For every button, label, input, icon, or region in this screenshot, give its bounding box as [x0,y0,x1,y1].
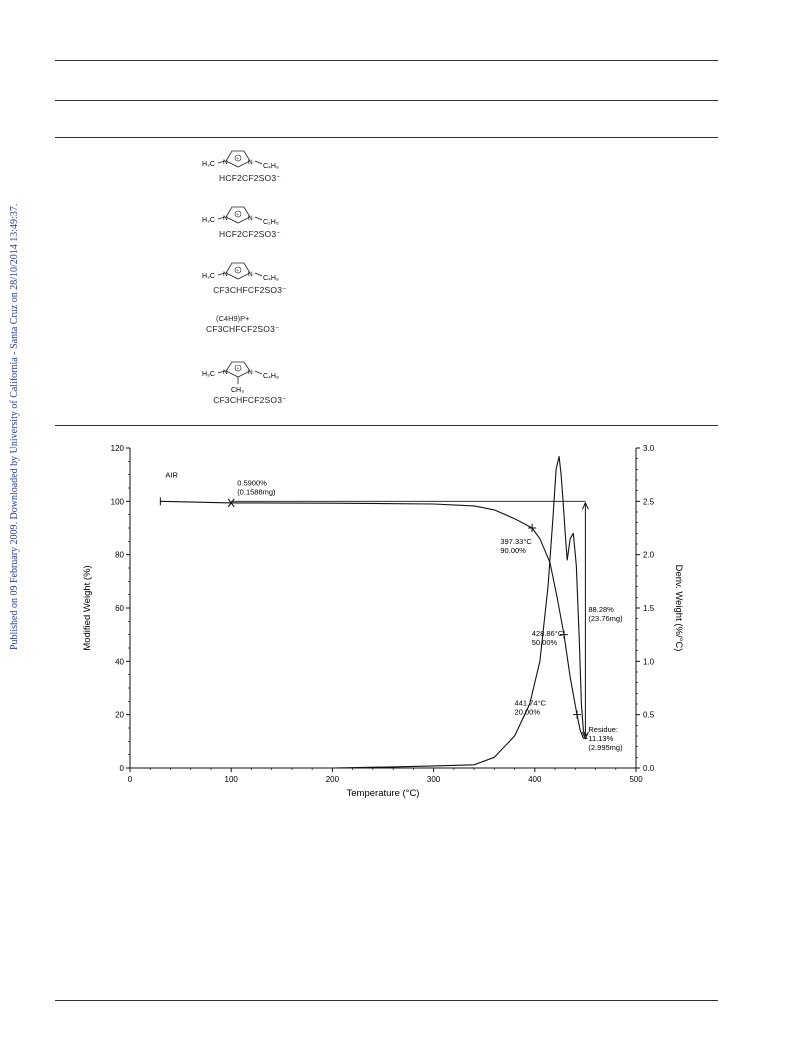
table-bottom-rule [55,425,718,426]
svg-text:N: N [223,271,228,278]
y-tick-label: 60 [115,604,124,613]
anion-formula: CF3CHFCF2SO3⁻ [213,285,287,295]
anion-formula: CF3CHFCF2SO3⁻ [213,395,287,405]
residue-label: Residue: 11.13% (2.995mg) [588,725,623,752]
temperature-50-label: 428.86°C 50.00% [531,629,564,647]
anion-formula: HCF2CF2SO3⁻ [219,173,281,183]
svg-text:+: + [236,156,240,161]
imidazolium-ring-icon [202,360,298,394]
svg-text:N: N [223,369,228,376]
svg-text:C₄H₉: C₄H₉ [263,275,279,282]
svg-text:+: + [236,366,240,371]
svg-text:C₂H₅: C₂H₅ [263,219,279,226]
svg-text:+: + [236,212,240,217]
svg-text:H₃C: H₃C [202,217,215,224]
structure-5 [190,360,310,406]
y2-tick-label: 0.5 [643,710,655,720]
y-tick-label: 0 [119,764,124,773]
structure-4 [206,314,326,335]
x-tick-label: 200 [325,775,340,784]
svg-text:+: + [236,268,240,273]
tga-chart [70,438,710,803]
page-bottom-rule [55,1000,718,1001]
svg-text:N: N [248,369,253,376]
y-tick-label: 80 [115,550,124,560]
publication-notice-text: Published on 09 February 2009. Downloaded by University of California - Santa Cruz on 28/10/2014 13:49:37. [9,203,20,650]
imidazolium-ring-icon [202,202,298,228]
svg-text:N: N [223,159,228,166]
svg-text:C₄H₉: C₄H₉ [263,163,279,170]
y2-tick-label: 2.0 [643,550,655,560]
y-tick-label: 40 [115,657,124,667]
chart-ticks [111,444,655,784]
x-tick-label: 0 [127,775,133,784]
table-body-rule [55,137,718,138]
imidazolium-ring-icon [202,258,298,284]
temperature-90-label: 397.33°C 90.00% [500,537,532,555]
y2-tick-label: 1.5 [643,604,655,613]
svg-text:CH₃: CH₃ [231,387,244,394]
x-tick-label: 400 [528,775,542,784]
svg-text:N: N [248,159,253,166]
x-axis-label: Temperature (°C) [346,788,420,799]
svg-text:N: N [248,271,253,278]
weight-loss-label: 0.5900% (0.1588mg) [237,478,276,497]
x-tick-label: 300 [426,775,441,784]
total-loss-label: 88.28% (23.76mg) [588,605,623,623]
temperature-marker [528,524,536,532]
y-tick-label: 100 [110,497,124,507]
atmosphere-label: AIR [165,470,178,480]
y2-tick-label: 2.5 [643,497,655,507]
imidazolium-ring-icon [202,146,298,172]
y-tick-label: 120 [110,444,124,453]
svg-text:C₄H₉: C₄H₉ [263,373,279,380]
chart-series [150,457,587,769]
svg-text:H₃C: H₃C [202,273,215,280]
y2-tick-label: 0.0 [643,764,655,773]
structure-2 [190,202,310,240]
table-header-rule [55,100,718,101]
y-tick-label: 20 [115,710,124,720]
svg-text:H₃C: H₃C [202,161,215,168]
chart-axes [130,448,636,768]
x-tick-label: 100 [224,775,238,784]
y2-tick-label: 1.0 [643,657,655,667]
y2-axis-label: Deriv. Weight (%/°C) [673,564,684,652]
structure-1 [190,146,310,184]
svg-text:N: N [248,215,253,222]
phosphonium-cation: (C4H9)P+ [216,314,250,323]
y-axis-label: Modified Weight (%) [82,565,93,651]
y2-tick-label: 3.0 [643,444,655,453]
anion-formula: CF3CHFCF2SO3⁻ [206,324,280,334]
structure-3 [190,258,310,296]
temperature-20-label: 441.74°C 20.00% [514,698,546,717]
anion-formula: HCF2CF2SO3⁻ [219,229,281,239]
temperature-marker [573,711,581,719]
publication-notice [2,160,20,650]
table-top-rule [55,60,718,61]
x-tick-label: 500 [629,775,643,784]
svg-text:H₃C: H₃C [202,371,215,378]
svg-text:N: N [223,215,228,222]
